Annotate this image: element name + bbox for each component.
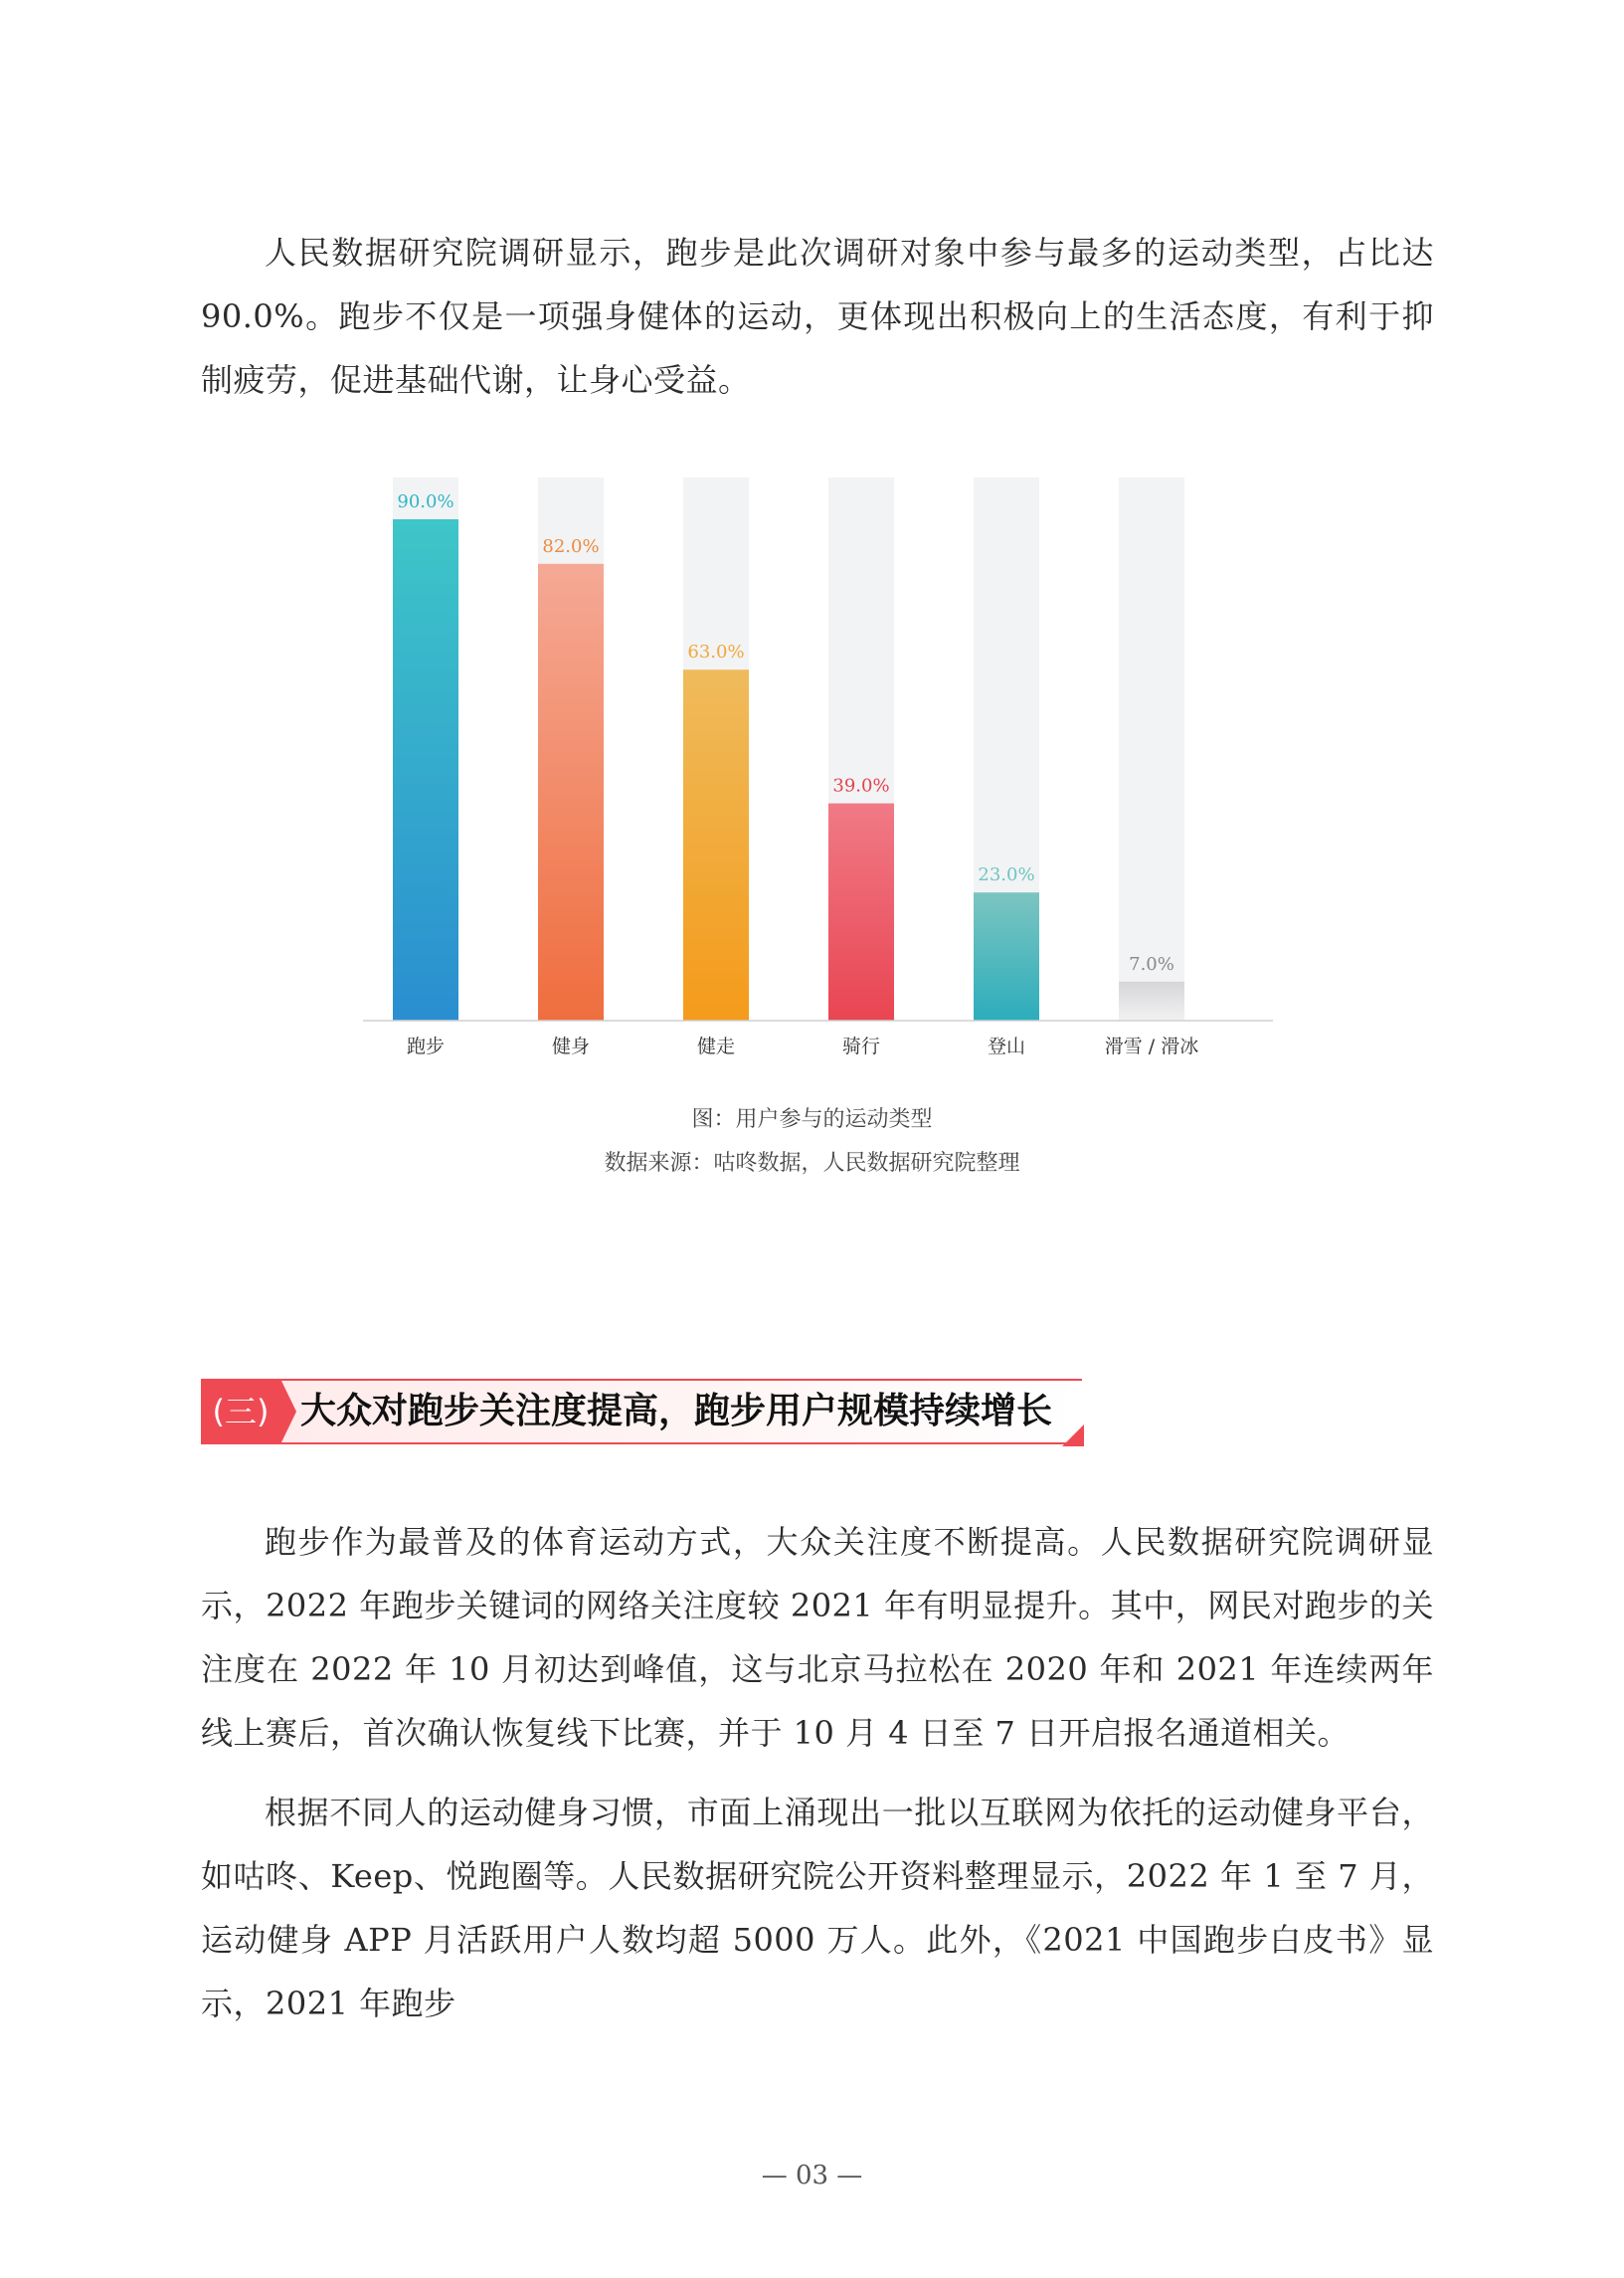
section-title: 大众对跑步关注度提高，跑步用户规模持续增长 xyxy=(300,1391,1053,1431)
category-label: 登山 xyxy=(987,1036,1026,1057)
section-heading xyxy=(201,1379,1082,1444)
bar-value-label: 63.0% xyxy=(687,642,745,664)
category-label: 健身 xyxy=(551,1036,591,1057)
sports-participation-bar-chart xyxy=(338,458,1293,1074)
bar-value-label: 82.0% xyxy=(542,535,600,557)
bar-3 xyxy=(683,669,749,1021)
chart-caption-title: 图：用户参与的运动类型 xyxy=(691,1107,933,1132)
bar-1 xyxy=(393,519,458,1021)
body-paragraph-3: 根据不同人的运动健身习惯，市面上涌现出一批以互联网为依托的运动健身平台，如咕咚、Keep、悦跑圈等。人民数据研究院公开资料整理显示，2022 年 1 至 7 月，运动健身 APP 月活跃用户人数均超 5000 万人。此外，《2021 中国跑步白皮书》显示，2021 年跑步 xyxy=(201,1794,1434,2022)
category-label: 骑行 xyxy=(841,1036,881,1057)
bar-5 xyxy=(974,892,1039,1021)
body-paragraph-2: 跑步作为最普及的体育运动方式，大众关注度不断提高。人民数据研究院调研显示，2022 年跑步关键词的网络关注度较 2021 年有明显提升。其中，网民对跑步的关注度在 2022 年 10 月初达到峰值，这与北京马拉松在 2020 年和 2021 年连续两年线上赛后，首次确认恢复线下比赛，并于 10 月 4 日至 7 日开启报名通道相关。 xyxy=(201,1523,1434,1752)
bar-4 xyxy=(828,804,894,1021)
category-label: 滑雪 / 滑冰 xyxy=(1104,1036,1199,1057)
page-number: — 03 — xyxy=(761,2161,863,2190)
bar-value-label: 39.0% xyxy=(832,775,890,797)
section-corner-accent xyxy=(1062,1424,1084,1446)
section-number: (三) xyxy=(201,1379,280,1444)
chart-caption-source: 数据来源：咕咚数据，人民数据研究院整理 xyxy=(604,1151,1020,1176)
bar-6 xyxy=(1119,982,1184,1021)
category-label: 健走 xyxy=(696,1036,736,1057)
bar-track xyxy=(1119,477,1184,1021)
category-label: 跑步 xyxy=(406,1036,446,1057)
bar-2 xyxy=(538,564,604,1021)
bar-value-label: 7.0% xyxy=(1129,953,1174,975)
intro-paragraph: 人民数据研究院调研显示，跑步是此次调研对象中参与最多的运动类型，占比达90.0%。跑步不仅是一项强身健体的运动，更体现出积极向上的生活态度，有利于抑制疲劳，促进基础代谢，让身心受益。 xyxy=(201,234,1434,399)
bar-value-label: 23.0% xyxy=(978,864,1035,886)
bar-value-label: 90.0% xyxy=(397,491,454,512)
